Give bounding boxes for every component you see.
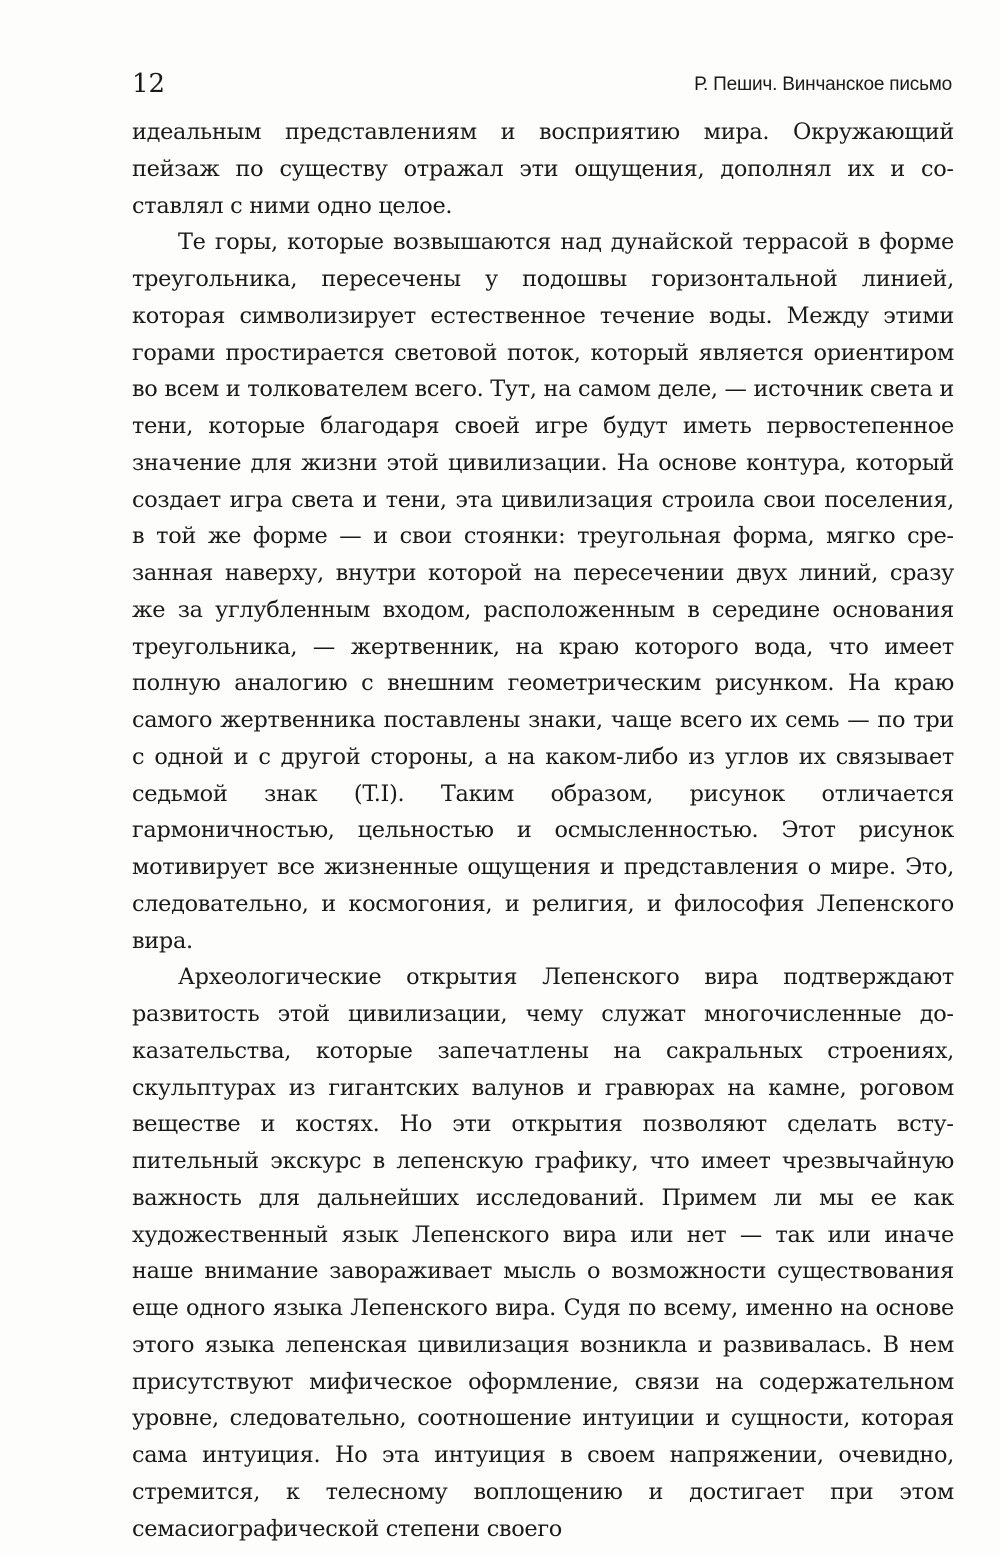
body-text (132, 114, 954, 1547)
running-title: Р. Пешич. Винчанское письмо (694, 74, 952, 95)
paragraph-continuation: идеальным представлениям и восприятию мира. Окружающий пейзаж по существу отражал эти ощущения, дополнял их и составлял с ними одно целое. (132, 119, 954, 219)
paragraph-archaeology: Археологические открытия Лепенского вира подтверждают развитость этой цивилизации, чему служат многочисленные доказательства, которые запечатлены на сакральных строениях, скульптурах из гигантских валунов и гравюрах на камне, роговом веществе и костях. Но эти открытия позволяют сделать вступительный экскурс в лепенскую графику, что имеет чрезвычайную важность для дальнейших исследований. Примем ли мы ее как художественный язык Лепенского вира или нет — так или иначе наше внимание завораживает мысль о возможности существования еще одного языка Лепенского вира. Судя по всему, именно на основе этого языка лепенская цивилизация возникла и развивалась. В нем присутствуют мифическое оформление, связи на содержательном уровне, следовательно, соотношение интуиции и сущности, которая сама интуиция. Но эта интуиция в своем напряжении, очевидно, стремится, к телесному воплощению и достигает при этом семасиографической степени своего (132, 964, 954, 1542)
paragraph-mountains: Те горы, которые возвышаются над дунайской террасой в форме треугольника, пересечены у подошвы горизонтальной линией, которая символизирует естественное течение воды. Между этими горами простирается световой поток, который является ориентиром во всем и толкователем всего. Тут, на самом деле, — источник света и тени, которые благодаря своей игре будут иметь первостепенное значение для жизни этой цивилизации. На основе контура, который создает игра света и тени, эта цивилизация строила свои поселения, в той же форме — и свои стоянки: треугольная форма, мягко срезанная наверху, внутри которой на пересечении двух линий, сразу же за углубленным входом, расположенным в середине основания треугольника, — жертвенник, на краю которого вода, что имеет полную аналогию с внешним геометрическим рисунком. На краю самого жертвенника поставлены знаки, чаще всего их семь — по три с одной и с другой стороны, а на каком-либо из углов их связывает седьмой знак (T.I). Таким образом, рисунок отличается гармоничностью, цельностью и осмысленностью. Этот рисунок мотивирует все жизненные ощущения и представления о мире. Это, следовательно, и космогония, и религия, и философия Лепенского вира. (132, 229, 954, 954)
running-head (132, 66, 952, 106)
page-number: 12 (132, 69, 166, 99)
